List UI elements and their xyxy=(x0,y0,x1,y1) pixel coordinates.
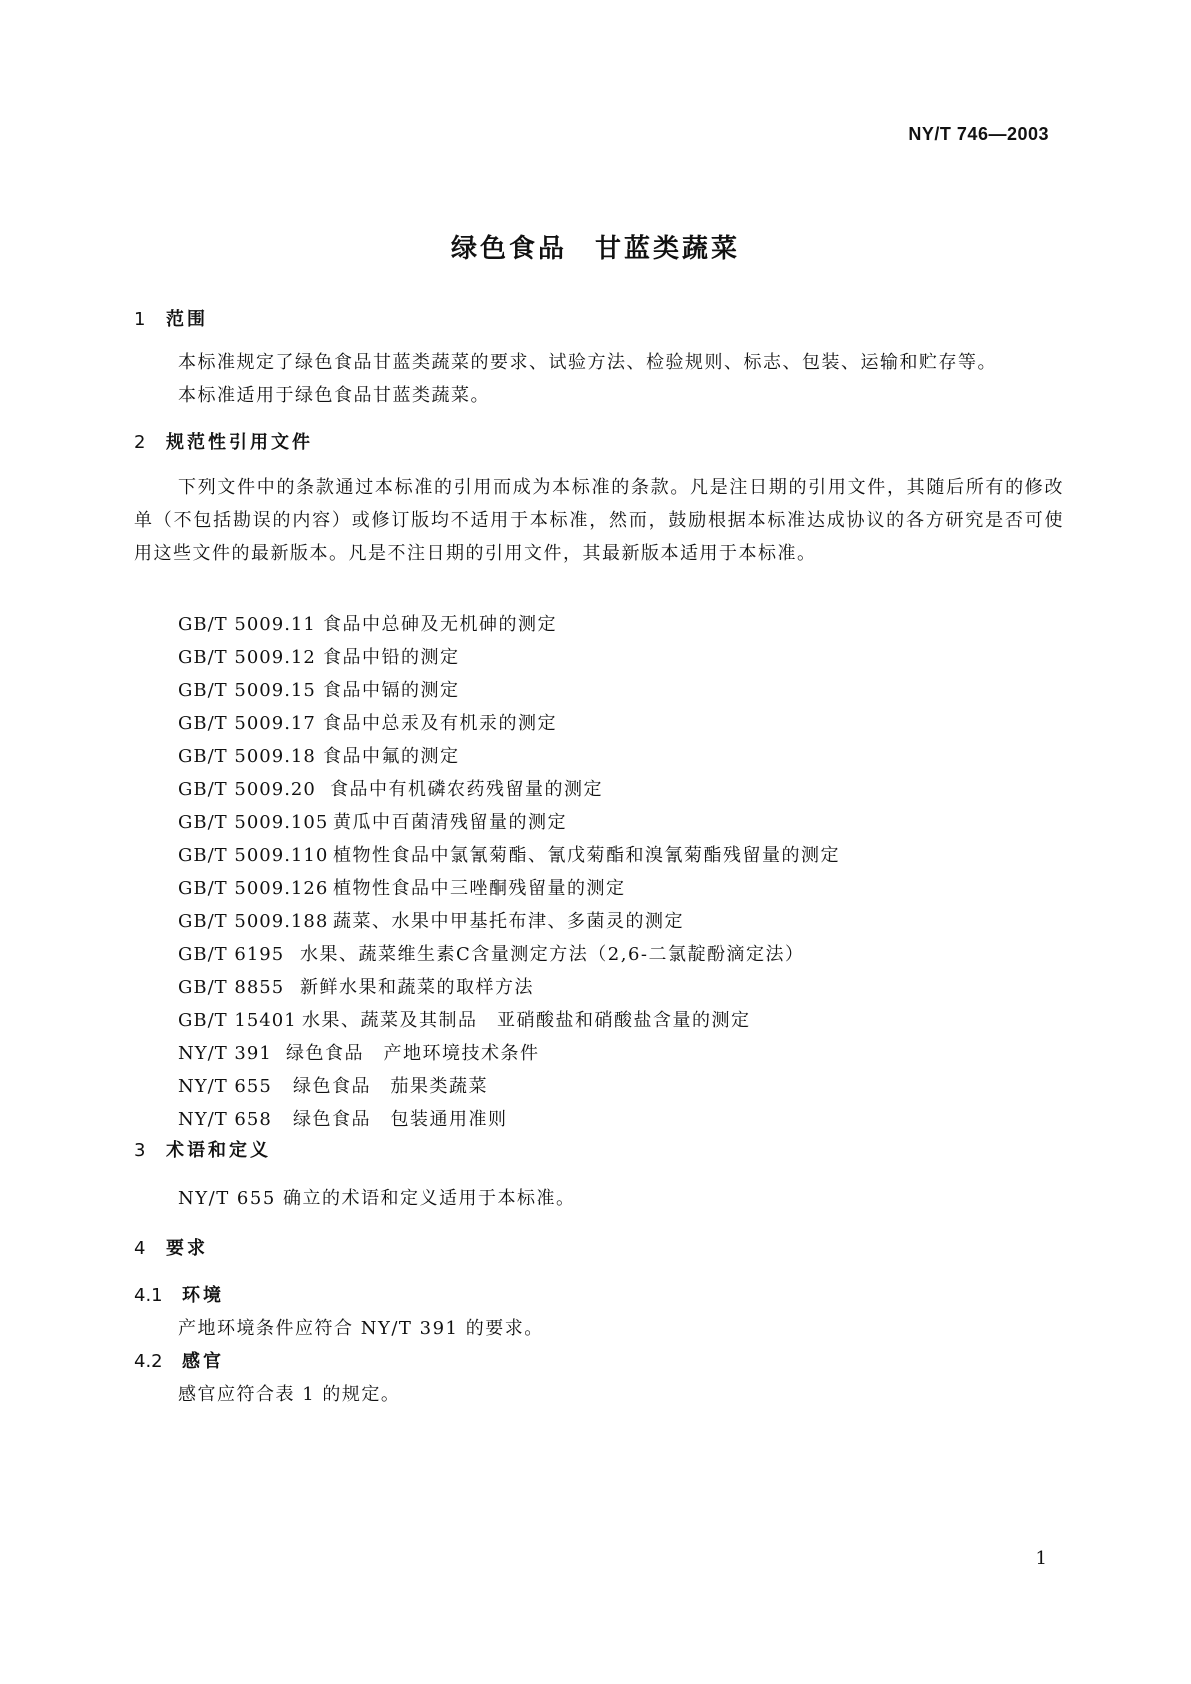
reference-item xyxy=(178,806,840,839)
page-number: 1 xyxy=(1035,1548,1047,1569)
reference-title: 植物性食品中氯氰菊酯、氰戊菊酯和溴氰菊酯残留量的测定 xyxy=(333,845,840,866)
reference-item xyxy=(178,608,840,641)
reference-code: GB/T 5009.15 xyxy=(178,680,316,701)
section-1-paragraph-2: 本标准适用于绿色食品甘蓝类蔬菜。 xyxy=(178,385,490,406)
reference-item xyxy=(178,641,840,674)
reference-item xyxy=(178,839,840,872)
section-1-heading xyxy=(134,305,208,331)
section-4-1-heading xyxy=(134,1281,224,1307)
reference-title: 食品中氟的测定 xyxy=(323,746,460,767)
section-title: 术语和定义 xyxy=(166,1140,271,1161)
reference-code: GB/T 6195 xyxy=(178,944,285,965)
reference-item xyxy=(178,674,840,707)
reference-item xyxy=(178,740,840,773)
reference-item xyxy=(178,1004,840,1037)
reference-title: 绿色食品 茄果类蔬菜 xyxy=(293,1076,488,1097)
section-title: 规范性引用文件 xyxy=(166,432,313,453)
section-3-paragraph: NY/T 655 确立的术语和定义适用于本标准。 xyxy=(178,1188,576,1209)
reference-item xyxy=(178,707,840,740)
reference-item xyxy=(178,971,840,1004)
reference-title: 蔬菜、水果中甲基托布津、多菌灵的测定 xyxy=(333,911,684,932)
reference-title: 食品中铅的测定 xyxy=(323,647,460,668)
reference-title: 食品中总汞及有机汞的测定 xyxy=(323,713,557,734)
reference-item xyxy=(178,938,840,971)
reference-item xyxy=(178,1103,840,1136)
reference-title: 食品中镉的测定 xyxy=(323,680,460,701)
section-number: 4 xyxy=(134,1238,146,1259)
reference-title: 植物性食品中三唑酮残留量的测定 xyxy=(333,878,626,899)
reference-item xyxy=(178,1037,840,1070)
reference-title: 食品中总砷及无机砷的测定 xyxy=(323,614,557,635)
reference-item xyxy=(178,872,840,905)
section-number: 2 xyxy=(134,432,146,453)
section-number: 4.2 xyxy=(134,1351,163,1372)
title-part-1: 绿色食品 xyxy=(450,234,567,264)
reference-title: 水果、蔬菜维生素C含量测定方法（2,6-二氯靛酚滴定法） xyxy=(300,944,805,965)
reference-title: 黄瓜中百菌清残留量的测定 xyxy=(333,812,567,833)
standard-code: NY/T 746—2003 xyxy=(908,124,1049,144)
reference-code: GB/T 5009.126 xyxy=(178,878,329,899)
document-title xyxy=(0,228,1191,265)
reference-code: GB/T 5009.18 xyxy=(178,746,316,767)
title-part-2: 甘蓝类蔬菜 xyxy=(595,234,741,264)
reference-code: NY/T 658 xyxy=(178,1109,272,1130)
section-number: 1 xyxy=(134,309,146,330)
section-4-2-paragraph: 感官应符合表 1 的规定。 xyxy=(178,1384,401,1405)
section-title: 要求 xyxy=(166,1238,208,1259)
section-3-heading xyxy=(134,1136,271,1162)
section-title: 范围 xyxy=(166,309,208,330)
reference-list xyxy=(178,608,840,1136)
section-4-2-heading xyxy=(134,1347,224,1373)
reference-code: GB/T 5009.17 xyxy=(178,713,316,734)
reference-code: GB/T 15401 xyxy=(178,1010,297,1031)
section-number: 3 xyxy=(134,1140,146,1161)
reference-title: 食品中有机磷农药残留量的测定 xyxy=(330,779,603,800)
reference-title: 绿色食品 包装通用准则 xyxy=(293,1109,508,1130)
reference-code: GB/T 5009.12 xyxy=(178,647,316,668)
reference-item xyxy=(178,1070,840,1103)
section-4-heading xyxy=(134,1234,208,1260)
reference-title: 水果、蔬菜及其制品 亚硝酸盐和硝酸盐含量的测定 xyxy=(302,1010,751,1031)
reference-title: 新鲜水果和蔬菜的取样方法 xyxy=(300,977,534,998)
reference-code: GB/T 5009.110 xyxy=(178,845,329,866)
reference-item xyxy=(178,773,840,806)
section-4-1-paragraph: 产地环境条件应符合 NY/T 391 的要求。 xyxy=(178,1318,544,1339)
reference-code: GB/T 5009.20 xyxy=(178,779,316,800)
section-1-paragraph-1: 本标准规定了绿色食品甘蓝类蔬菜的要求、试验方法、检验规则、标志、包装、运输和贮存等。 xyxy=(178,352,997,373)
reference-code: GB/T 8855 xyxy=(178,977,285,998)
reference-code: GB/T 5009.188 xyxy=(178,911,329,932)
section-title: 感官 xyxy=(182,1351,224,1372)
section-number: 4.1 xyxy=(134,1285,163,1306)
reference-title: 绿色食品 产地环境技术条件 xyxy=(286,1043,540,1064)
reference-code: NY/T 391 xyxy=(178,1043,272,1064)
section-title: 环境 xyxy=(182,1285,224,1306)
reference-code: GB/T 5009.105 xyxy=(178,812,329,833)
section-2-intro: 下列文件中的条款通过本标准的引用而成为本标准的条款。凡是注日期的引用文件，其随后所有的修改单（不包括勘误的内容）或修订版均不适用于本标准，然而，鼓励根据本标准达成协议的各方研究是否可使用这些文件的最新版本。凡是不注日期的引用文件，其最新版本适用于本标准。 xyxy=(134,477,1064,564)
reference-code: NY/T 655 xyxy=(178,1076,272,1097)
reference-item xyxy=(178,905,840,938)
reference-code: GB/T 5009.11 xyxy=(178,614,316,635)
section-2-heading xyxy=(134,428,313,454)
